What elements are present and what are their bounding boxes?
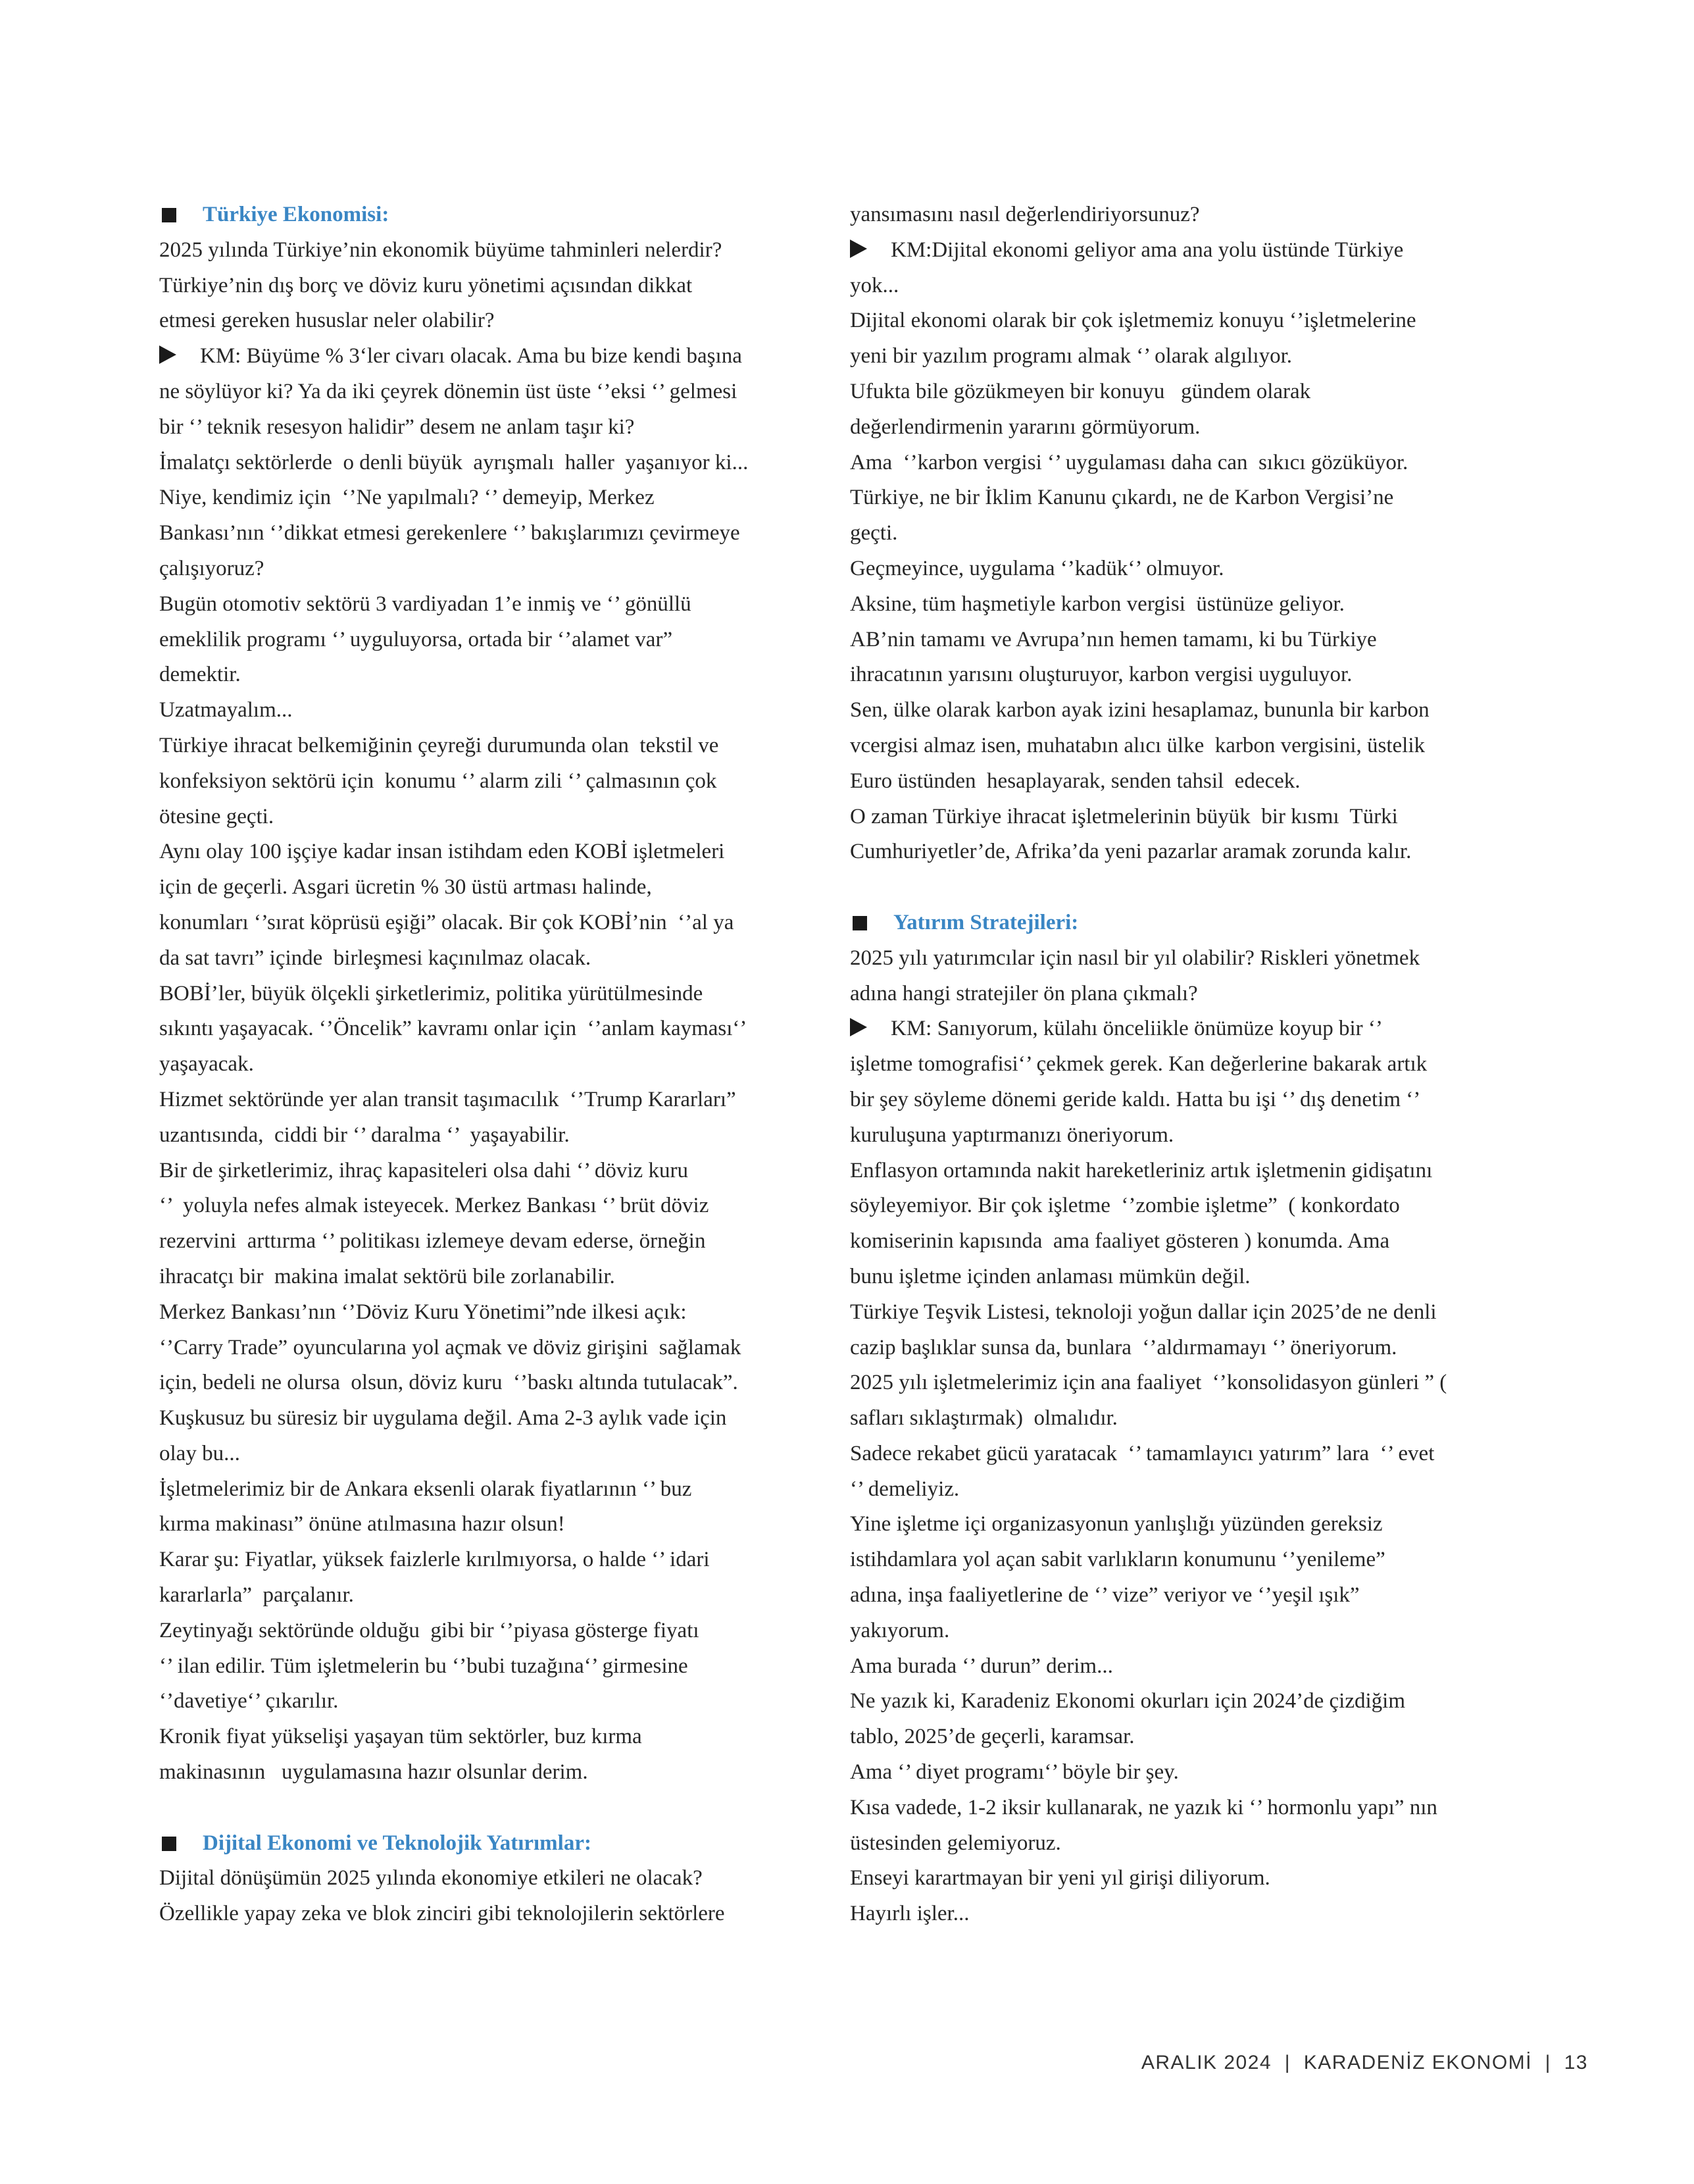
paragraph-line: kırma makinası” önüne atılmasına hazır olsun! [159,1512,565,1536]
paragraph-line: ‘’ demeliyiz. [850,1477,960,1501]
paragraph-line: Dijital ekonomi olarak bir çok işletmemiz konuyu ‘’işletmelerine [850,309,1416,333]
paragraph-line: Ufukta bile gözükmeyen bir konuyu gündem olarak [850,379,1311,403]
paragraph-line: etmesi gereken hususlar neler olabilir? [159,309,495,333]
paragraph-line: Niye, kendimiz için ‘’Ne yapılmalı? ‘’ demeyip, Merkez [159,486,655,510]
square-bullet-icon [853,916,867,930]
paragraph-line: Yine işletme içi organizasyonun yanlışlığı yüzünden gereksiz [850,1512,1383,1536]
paragraph-line: Bugün otomotiv sektörü 3 vardiyadan 1’e inmiş ve ‘’ gönüllü [159,592,691,616]
paragraph-line: makinasının uygulamasına hazır olsunlar derim. [159,1760,588,1785]
paragraph-line: Bankası’nın ‘’dikkat etmesi gerekenlere ‘’ bakışlarımızı çevirmeye [159,521,740,546]
paragraph-line: yaşayacak. [159,1052,254,1077]
paragraph-line: bir şey söyleme dönemi geride kaldı. Hatta bu işi ‘’ dış denetim ‘’ [850,1087,1421,1111]
paragraph-line: bunu işletme içinden anlaması mümkün değil. [850,1264,1251,1288]
paragraph-line: işletme tomografisi‘’ çekmek gerek. Kan değerlerine bakarak artık [850,1052,1428,1077]
paragraph-line: ‘’davetiye‘’ çıkarılır. [159,1689,339,1714]
paragraph-line: emeklilik programı ‘’ uyguluyorsa, ortada bir ‘’alamet var” [159,627,673,651]
footer-magazine-name: KARADENİZ EKONOMİ [1303,2052,1532,2073]
footer-separator: | [1272,2052,1304,2073]
right-column [850,197,1508,1932]
paragraph-line: konfeksiyon sektörü için konumu ‘’ alarm zili ‘’ çalmasının çok [159,769,717,793]
paragraph-line: Uzatmayalım... [159,698,293,723]
paragraph-line: bir ‘’ teknik resesyon halidir” desem ne anlam taşır ki? [159,415,635,439]
paragraph-line: Karar şu: Fiyatlar, yüksek faizlerle kırılmıyorsa, o halde ‘’ idari [159,1548,710,1572]
paragraph-line: olay bu... [159,1441,240,1465]
paragraph-line: Kronik fiyat yükselişi yaşayan tüm sektörler, buz kırma [159,1725,642,1749]
paragraph-line: safları sıklaştırmak) olmalıdır. [850,1406,1118,1431]
paragraph-line: yakıyorum. [850,1618,950,1642]
paragraph-line: Hizmet sektöründe yer alan transit taşımacılık ‘’Trump Kararları” [159,1087,736,1111]
paragraph-line: Türkiye’nin dış borç ve döviz kuru yönetimi açısından dikkat [159,273,693,297]
play-triangle-icon [850,240,867,258]
paragraph-line: BOBİ’ler, büyük ölçekli şirketlerimiz, politika yürütülmesinde [159,981,703,1005]
section-spacer [159,1790,817,1826]
section-heading-yatirim-stratejileri: Yatırım Stratejileri: [850,905,1508,941]
paragraph-line: 2025 yılı işletmelerimiz için ana faaliyet ‘’konsolidasyon günleri ” ( [850,1371,1447,1395]
paragraph-line: Merkez Bankası’nın ‘’Döviz Kuru Yönetimi”nde ilkesi açık: [159,1300,687,1324]
paragraph-line: Türkiye Teşvik Listesi, teknoloji yoğun dallar için 2025’de ne denli [850,1300,1437,1324]
answer-line: KM:Dijital ekonomi geliyor ama ana yolu üstünde Türkiye [850,233,1508,268]
paragraph-line: çalışıyoruz? [159,556,264,580]
paragraph-line: Özellikle yapay zeka ve blok zinciri gibi teknolojilerin sektörlere [159,1902,725,1926]
paragraph-line: sıkıntı yaşayacak. ‘’Öncelik” kavramı onlar için ‘’anlam kayması‘’ [159,1017,747,1041]
paragraph-line: ötesine geçti. [159,804,274,828]
paragraph-line: AB’nin tamamı ve Avrupa’nın hemen tamamı, ki bu Türkiye [850,627,1377,651]
paragraph-line: Sadece rekabet gücü yaratacak ‘’ tamamlayıcı yatırım” lara ‘’ evet [850,1441,1435,1465]
paragraph-line: demektir. [159,663,241,687]
paragraph-line: Enseyi karartmayan bir yeni yıl girişi diliyorum. [850,1866,1270,1891]
paragraph-line: ne söylüyor ki? Ya da iki çeyrek dönemin üst üste ‘’eksi ‘’ gelmesi [159,379,737,403]
answer-line: KM: Büyüme % 3‘ler civarı olacak. Ama bu bize kendi başına [159,339,817,374]
paragraph-line: adına hangi stratejiler ön plana çıkmalı? [850,981,1198,1005]
paragraph-line: tablo, 2025’de geçerli, karamsar. [850,1725,1135,1749]
paragraph-line: Kuşkusuz bu süresiz bir uygulama değil. Ama 2-3 aylık vade için [159,1406,727,1431]
paragraph-line: ‘’Carry Trade” oyuncularına yol açmak ve döviz girişini sağlamak [159,1335,741,1359]
square-bullet-icon [162,1837,176,1851]
play-triangle-icon [850,1018,867,1036]
play-triangle-icon [159,345,176,364]
paragraph-line: Ama burada ‘’ durun” derim... [850,1654,1113,1678]
section-spacer [850,870,1508,905]
left-column [159,197,817,1932]
paragraph-line: ‘’ yoluyla nefes almak isteyecek. Merkez Bankası ‘’ brüt döviz [159,1194,709,1218]
paragraph-line: yansımasını nasıl değerlendiriyorsunuz? [850,203,1200,226]
page-footer [1141,2052,1588,2074]
paragraph-line: için, bedeli ne olursa olsun, döviz kuru ‘’baskı altında tutulacak”. [159,1371,738,1395]
square-bullet-icon [162,208,176,222]
paragraph-line: Ne yazık ki, Karadeniz Ekonomi okurları için 2024’de çizdiğim [850,1689,1405,1714]
paragraph-line: Bir de şirketlerimiz, ihraç kapasiteleri olsa dahi ‘’ döviz kuru [159,1158,688,1182]
paragraph-line: İmalatçı sektörlerde o denli büyük ayrışmalı haller yaşanıyor ki... [159,450,749,474]
paragraph-line: Ama ‘’karbon vergisi ‘’ uygulaması daha can sıkıcı gözüküyor. [850,450,1408,474]
footer-separator: | [1532,2052,1564,2073]
paragraph-line: uzantısında, ciddi bir ‘’ daralma ‘’ yaşayabilir. [159,1123,570,1147]
paragraph-line: da sat tavrı” içinde birleşmesi kaçınılmaz olacak. [159,946,591,970]
paragraph-line: Türkiye, ne bir İklim Kanunu çıkardı, ne de Karbon Vergisi’ne [850,486,1394,510]
paragraph-line: Enflasyon ortamında nakit hareketleriniz artık işletmenin gidişatını [850,1158,1433,1182]
paragraph-line: komiserinin kapısında ama faaliyet gösteren ) konumda. Ama [850,1229,1390,1254]
page-number: 13 [1564,2052,1588,2073]
paragraph-line: Zeytinyağı sektöründe olduğu gibi bir ‘’piyasa gösterge fiyatı [159,1618,699,1642]
paragraph-line: 2025 yılında Türkiye’nin ekonomik büyüme tahminleri nelerdir? [159,238,722,262]
paragraph-line: için de geçerli. Asgari ücretin % 30 üstü artması halinde, [159,875,652,900]
paragraph-line: Kısa vadede, 1-2 iksir kullanarak, ne yazık ki ‘’ hormonlu yapı” nın [850,1795,1437,1819]
paragraph-line: Cumhuriyetler’de, Afrika’da yeni pazarlar aramak zorunda kalır. [850,840,1412,864]
paragraph-line: kuruluşuna yaptırmanızı öneriyorum. [850,1123,1174,1147]
paragraph-line: ‘’ ilan edilir. Tüm işletmelerin bu ‘’bubi tuzağına‘’ girmesine [159,1654,688,1678]
section-heading-turkiye-ekonomisi: Türkiye Ekonomisi: [159,197,817,233]
paragraph-line: yok... [850,273,899,297]
section-heading-dijital-ekonomi: Dijital Ekonomi ve Teknolojik Yatırımlar: [159,1826,817,1862]
paragraph-line: Aynı olay 100 işçiye kadar insan istihdam eden KOBİ işletmeleri [159,840,725,864]
paragraph-line: Geçmeyince, uygulama ‘’kadük‘’ olmuyor. [850,556,1224,580]
paragraph-line: istihdamlara yol açan sabit varlıkların konumunu ‘’yenileme” [850,1548,1385,1572]
paragraph-line: Euro üstünden hesaplayarak, senden tahsil edecek. [850,769,1301,793]
paragraph-line: Aksine, tüm haşmetiyle karbon vergisi üstünüze geliyor. [850,592,1345,616]
paragraph-line: Dijital dönüşümün 2025 yılında ekonomiye etkileri ne olacak? [159,1866,703,1891]
paragraph-line: kararlarla” parçalanır. [159,1583,354,1608]
paragraph-line: rezervini arttırma ‘’ politikası izlemeye devam ederse, örneğin [159,1229,706,1254]
paragraph-line: söyleyemiyor. Bir çok işletme ‘’zombie işletme” ( konkordato [850,1194,1400,1218]
paragraph-line: Hayırlı işler... [850,1902,970,1926]
paragraph-line: yeni bir yazılım programı almak ‘’ olarak algılıyor. [850,344,1293,368]
paragraph-line: konumları ‘’sırat köprüsü eşiği” olacak. Bir çok KOBİ’nin ‘’al ya [159,910,734,934]
paragraph-line: ihracatçı bir makina imalat sektörü bile zorlanabilir. [159,1264,615,1288]
paragraph-line: adına, inşa faaliyetlerine de ‘’ vize” veriyor ve ‘’yeşil ışık” [850,1583,1360,1608]
paragraph-line: ihracatının yarısını oluşturuyor, karbon vergisi uyguluyor. [850,663,1353,687]
paragraph-line: 2025 yılı yatırımcılar için nasıl bir yıl olabilir? Riskleri yönetmek [850,946,1420,970]
footer-issue-date: ARALIK 2024 [1141,2052,1272,2073]
paragraph-line: O zaman Türkiye ihracat işletmelerinin büyük bir kısmı Türki [850,804,1398,828]
paragraph-line: cazip başlıklar sunsa da, bunlara ‘’aldırmamayı ‘’ öneriyorum. [850,1335,1397,1359]
paragraph-line: Sen, ülke olarak karbon ayak izini hesaplamaz, bununla bir karbon [850,698,1430,723]
paragraph-line: Ama ‘’ diyet programı‘’ böyle bir şey. [850,1760,1179,1785]
paragraph-line: Türkiye ihracat belkemiğinin çeyreği durumunda olan tekstil ve [159,733,719,757]
paragraph-line: vcergisi almaz isen, muhatabın alıcı ülke karbon vergisini, üstelik [850,733,1425,757]
paragraph-line: geçti. [850,521,898,546]
paragraph-line: İşletmelerimiz bir de Ankara eksenli olarak fiyatlarının ‘’ buz [159,1477,692,1501]
answer-line: KM: Sanıyorum, külahı önceliikle önümüze koyup bir ‘’ [850,1011,1508,1047]
paragraph-line: üstesinden gelemiyoruz. [850,1831,1061,1855]
paragraph-line: değerlendirmenin yararını görmüyorum. [850,415,1201,439]
